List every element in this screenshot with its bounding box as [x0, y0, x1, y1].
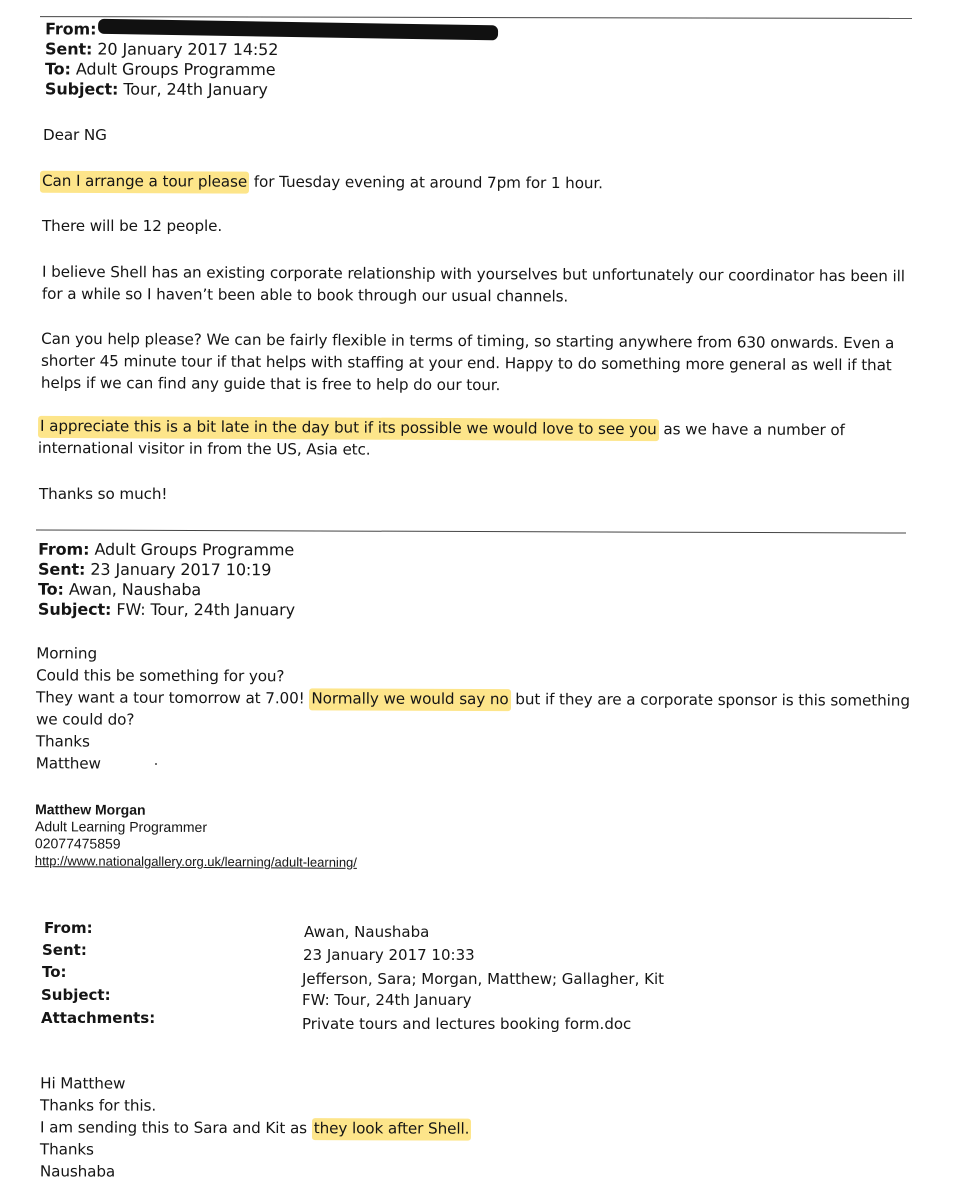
email3-subject-label: Subject:: [41, 986, 111, 1004]
email2-line-3: [36, 686, 910, 711]
email2-sent-row: [38, 560, 295, 581]
email3-line-2: Thanks for this.: [40, 1096, 157, 1115]
signature-url: http://www.nationalgallery.org.uk/learning/adult-learning/: [34, 853, 357, 870]
highlight-arrange-tour: Can I arrange a tour please: [40, 171, 249, 194]
email2-l3-post: but if they are a corporate sponsor is this something: [510, 690, 910, 710]
email1-paragraph-1: [40, 170, 603, 194]
email3-line-4: Thanks: [39, 1140, 94, 1159]
email1-p1-rest: for Tuesday evening at around 7pm for 1 hour.: [249, 172, 603, 193]
email2-line-6: Matthew: [35, 754, 101, 773]
email2-header: [38, 540, 295, 621]
email1-p5-line2: international visitor in from the US, Asia etc.: [37, 438, 371, 459]
email2-sent-label: Sent:: [38, 559, 86, 579]
email1-sent-row: [45, 39, 498, 60]
email1-from-label: From:: [45, 19, 97, 39]
email1-paragraph-5: [38, 415, 845, 463]
email2-line-5: Thanks: [35, 732, 90, 751]
email2-from-label: From:: [38, 539, 90, 559]
highlight-would-say-no: Normally we would say no: [309, 688, 510, 711]
email1-from-row: [45, 19, 498, 40]
email1-paragraph-3: [42, 261, 905, 310]
signature-phone: 02077475859: [34, 835, 121, 852]
redacted-sender: [98, 19, 498, 41]
email2-subject-value: FW: Tour, 24th January: [116, 599, 296, 620]
email3-sent-label: Sent:: [42, 941, 87, 959]
email2-to-row: [38, 580, 295, 601]
email2-sent-value: 23 January 2017 10:19: [90, 559, 272, 580]
email3-l3-pre: I am sending this to Sara and Kit as: [39, 1118, 312, 1138]
email3-to-label: To:: [42, 963, 67, 981]
email1-subject-value: Tour, 24th January: [123, 79, 268, 99]
email2-from-row: [38, 540, 295, 561]
email1-p4-line1: Can you help please? We can be fairly flexible in terms of timing, so starting anywhere from 630 onwards. Even a: [41, 329, 895, 353]
email1-paragraph-2: There will be 12 people.: [42, 217, 223, 235]
email1-header: [45, 19, 499, 100]
email1-to-value: Adult Groups Programme: [75, 59, 276, 80]
email1-p3-line2: for a while so I haven’t been able to book through our usual channels.: [41, 284, 569, 306]
email2-subject-row: [38, 600, 295, 621]
highlight-love-to-see-you: I appreciate this is a bit late in the day but if its possible we would love to see you: [38, 416, 659, 441]
email2-subject-label: Subject:: [37, 599, 112, 619]
email1-p3-line1: I believe Shell has an existing corporate relationship with yourselves but unfortunately our coordinator has been ill: [42, 262, 905, 286]
email3-from-value: Awan, Naushaba: [304, 923, 430, 941]
email1-subject-row: [45, 79, 498, 100]
email1-subject-label: Subject:: [44, 79, 119, 99]
scan-speck: [155, 763, 157, 765]
signature-name: Matthew Morgan: [35, 801, 146, 818]
email3-attachment-name: Private tours and lectures booking form.doc: [302, 1015, 632, 1033]
email1-sent-label: Sent:: [45, 39, 93, 59]
email3-sent-value: 23 January 2017 10:33: [303, 946, 475, 964]
highlight-look-after-shell: they look after Shell.: [312, 1118, 472, 1141]
email2-l3-pre: They want a tour tomorrow at 7.00!: [36, 688, 310, 708]
email2-line-1: Morning: [36, 644, 98, 663]
email3-to-value: Jefferson, Sara; Morgan, Matthew; Gallagher, Kit: [302, 970, 664, 988]
email2-to-label: To:: [37, 579, 64, 599]
email1-greeting: Dear NG: [43, 126, 107, 144]
middle-divider: [36, 529, 906, 533]
email1-p4-line3: helps if we can find any guide that is free to help do our tour.: [40, 373, 501, 395]
email3-from-label: From:: [44, 919, 93, 937]
email3-subject-value: FW: Tour, 24th January: [302, 991, 472, 1009]
email2-line-4: we could do?: [35, 710, 135, 729]
signature-url-row: [35, 852, 357, 871]
email1-paragraph-4: [41, 328, 894, 398]
email3-line-3: [40, 1116, 471, 1139]
email2-signature: [35, 801, 357, 871]
email3-line-5: Naushaba: [39, 1162, 116, 1181]
email2-to-value: Awan, Naushaba: [68, 579, 202, 600]
email3-body: [40, 1072, 472, 1183]
signature-title: Adult Learning Programmer: [35, 818, 208, 836]
email3-line-1: Hi Matthew: [40, 1074, 126, 1093]
email1-p4-line2: shorter 45 minute tour if that helps with staffing at your end. Happy to do something more general as well if that: [40, 351, 892, 375]
email1-p5-rest: as we have a number of: [658, 420, 845, 440]
email2-from-value: Adult Groups Programme: [94, 539, 295, 560]
email3-attachments-label: Attachments:: [41, 1009, 156, 1027]
top-divider: [40, 16, 912, 19]
email1-to-label: To:: [44, 59, 71, 79]
email1-to-row: [45, 59, 498, 80]
email1-sent-value: 20 January 2017 14:52: [97, 39, 279, 60]
email2-body: [36, 642, 910, 777]
email2-line-2: Could this be something for you?: [36, 666, 285, 686]
email1-closing: Thanks so much!: [39, 485, 168, 503]
